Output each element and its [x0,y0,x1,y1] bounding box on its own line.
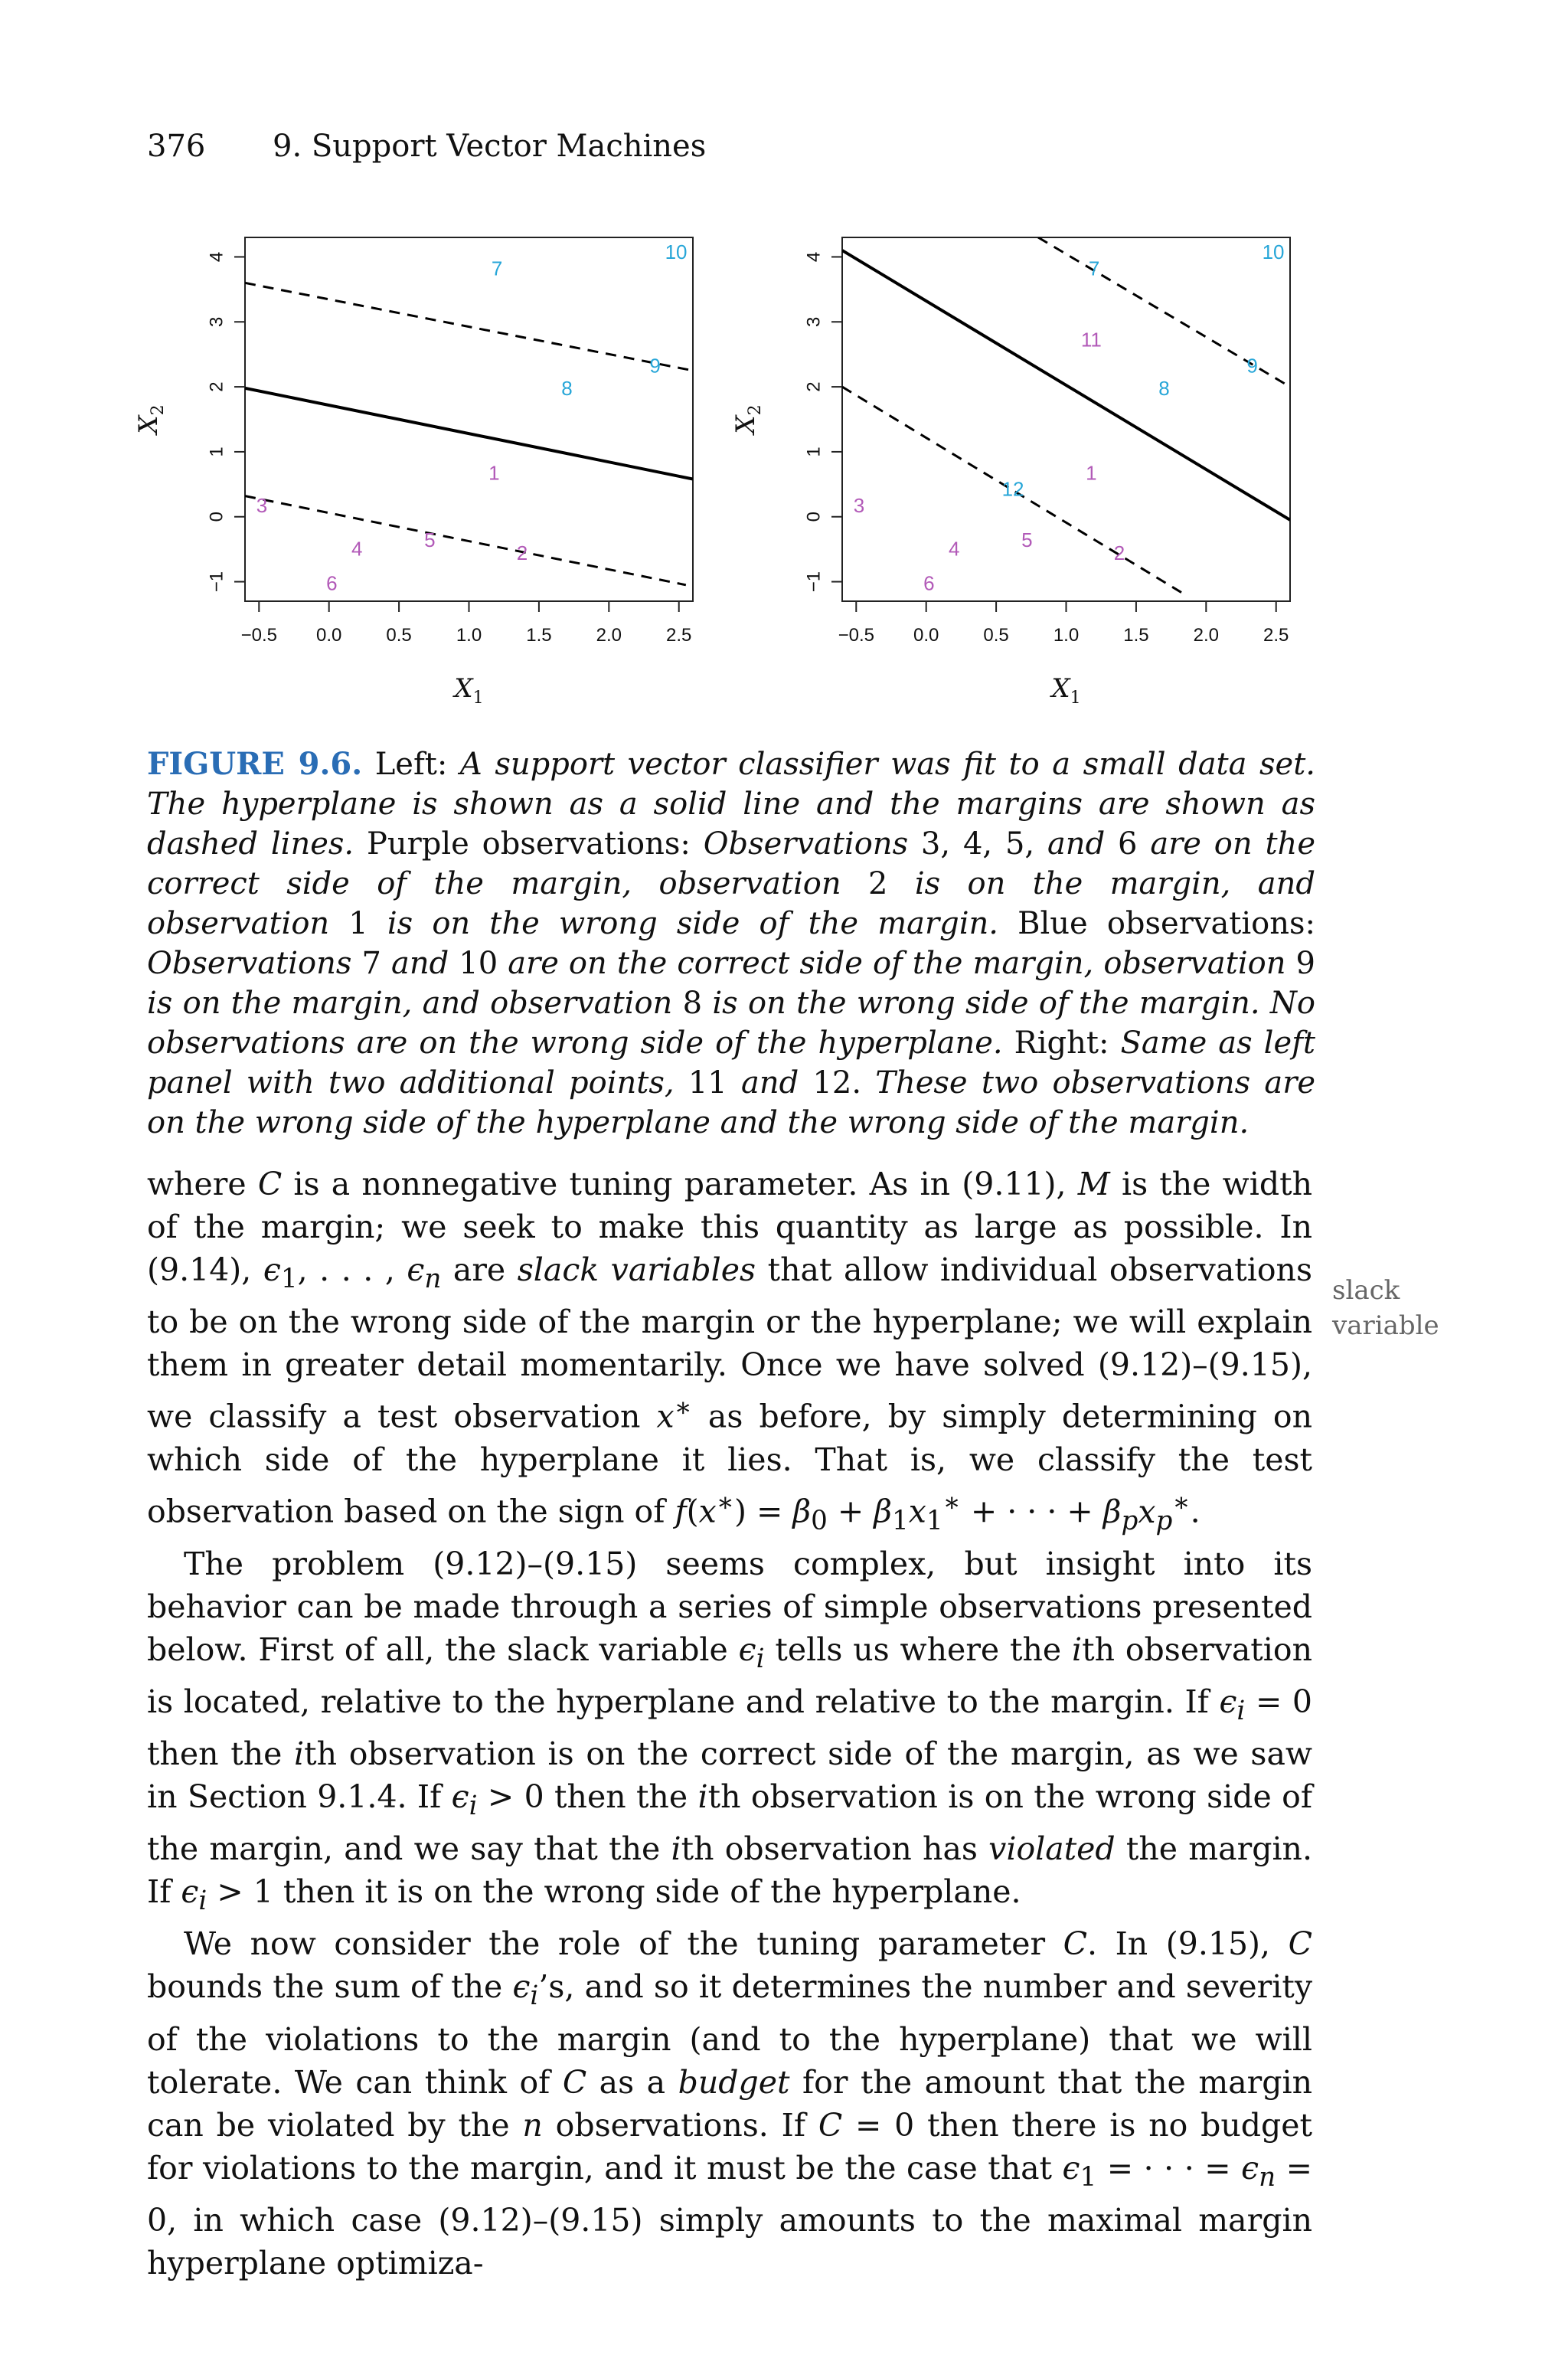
left-ylabel: $X_2$ [133,404,168,434]
right-point-9: 9 [1246,354,1258,378]
left-xtick-label: 0.0 [316,625,342,646]
right-ylabel: $X_2$ [730,404,765,434]
left-point-1: 1 [488,461,500,485]
right-xtick-label: 1.5 [1123,625,1149,646]
right-point-3: 3 [853,493,865,517]
right-point-2: 2 [1113,541,1125,564]
right-ytick-label: 4 [803,251,825,263]
left-point-5: 5 [424,528,436,551]
right-lines [842,237,1290,595]
paragraph-2: The problem (9.12)–(9.15) seems complex, but insight into its behavior can be made through a series of simple observations presented below. First of all, the slack variable $\epsilon_i$ tells us where the ith observation is located, relative to the hyperplane and relative to the margin. If $\epsilon_i = 0$ then the ith observation is on the correct side of the margin, as we saw in Section 9.1.4. If $\epsilon_i > 0$ then the ith observation is on the wrong side of the margin, and we say that the ith observation has violated the margin. If $\epsilon_i > 1$ then it is on the wrong side of the hyperplane. [147,1545,1312,1917]
left-xtick-label: 2.5 [666,625,692,646]
right-point-5: 5 [1021,528,1033,551]
left-hyperplane-line [245,388,693,479]
left-ytick-label: 1 [206,446,227,457]
right-point-4: 4 [949,537,960,561]
left-point-9: 9 [649,354,661,378]
right-xtick-label: 2.0 [1193,625,1219,646]
right-point-12: 12 [1001,477,1024,501]
margin-note-line-2: variable [1332,1310,1439,1341]
left-ytick-label: 0 [206,512,227,522]
right-ytick-label: −1 [803,571,825,593]
left-ytick-label: 4 [206,251,227,263]
left-lines [245,283,693,584]
left-point-4: 4 [351,537,363,561]
right-hyperplane-line [842,250,1290,520]
figure-9-6 [122,222,720,728]
right-xtick-label: 0.0 [913,625,939,646]
right-xtick-label: 0.5 [983,625,1009,646]
right-point-10: 10 [1262,240,1285,264]
caption-text: Left: A support vector classifier was fit to a small data set. The hyperplane is shown as a solid line and the margins are shown as dashed lines. Purple observations: Observations 3, 4, 5, and 6 are on the correct side of the margin, observation 2 is on the margin, and observation 1 is on the wrong side of the margin. Blue observations: Observations 7 and 10 are on the correct side of the margin, observation 9 is on the margin, and observation 8 is on the wrong side of the margin. No observations are on the wrong side of the hyperplane. Right: Same as left panel with two additional points, 11 and 12. These two observations are on the wrong side of the hyperplane and the wrong side of the margin. [147,747,1316,1140]
page-header [147,129,706,164]
paragraph-1: where C is a nonnegative tuning parameter. As in (9.11), M is the width of the margin; we seek to make this quantity as large as possible. In (9.14), $\epsilon_1$, . . . , $\epsilon_n$ are slack variables that allow individual observations to be on the wrong side of the margin or the hyperplane; we will explain them in greater detail momentarily. Once we have solved (9.12)–(9.15), we classify a test observation x∗ as before, by simply determining on which side of the hyperplane it lies. That is, we classify the test observation based on the sign of $f(x^∗) = \beta_0 + \beta_1x_1^∗$ + · · · + $\beta_px_p^∗$. [147,1166,1313,1536]
left-xtick-label: 1.0 [456,625,482,646]
left-margin-line-2 [245,493,686,585]
left-point-7: 7 [491,257,503,280]
left-ytick-label: −1 [206,571,227,593]
left-point-3: 3 [256,493,268,517]
right-ytick-label: 3 [803,316,825,327]
right-panel-chart [720,222,1317,728]
figure-label: FIGURE 9.6. [147,746,363,782]
right-point-6: 6 [923,571,935,595]
left-point-10: 10 [665,240,688,264]
right-ytick-label: 1 [803,446,825,457]
left-point-2: 2 [516,541,528,564]
left-xtick-label: −0.5 [240,625,277,646]
right-point-1: 1 [1086,461,1097,485]
left-xlabel: $X_1$ [454,673,484,708]
right-point-8: 8 [1158,377,1170,401]
body-text [147,1163,1312,2285]
left-xtick-label: 0.5 [386,625,412,646]
page-number: 376 [147,129,206,164]
figure-caption [147,744,1315,1143]
margin-note [1332,1273,1439,1343]
left-point-6: 6 [326,571,338,595]
chapter-title: 9. Support Vector Machines [273,129,707,164]
left-xtick-label: 2.0 [596,625,622,646]
right-xtick-label: 1.0 [1053,625,1080,646]
margin-note-line-1: slack [1332,1275,1400,1306]
right-xtick-label: −0.5 [838,625,874,646]
right-ytick-label: 2 [803,381,825,392]
left-plot-frame [245,237,693,601]
right-xtick-label: 2.5 [1263,625,1289,646]
right-point-11: 11 [1080,328,1102,352]
figure-9-6-right [720,222,1317,728]
left-margin-line-1 [245,283,693,371]
left-ytick-label: 3 [206,316,227,327]
right-point-7: 7 [1088,257,1100,280]
right-xlabel: $X_1$ [1051,673,1081,708]
left-point-8: 8 [561,377,573,401]
paragraph-3: We now consider the role of the tuning parameter C. In (9.15), C bounds the sum of the $\epsilon_i’s$, and so it determines the number and severity of the violations to the margin (and to the hyperplane) that we will tolerate. We can think of C as a budget for the amount that the margin can be violated by the n observations. If C = 0 then there is no budget for violations to the margin, and it must be the case that $\epsilon_1$ = · · · = $\epsilon_n = 0$, in which case (9.12)–(9.15) simply amounts to the maximal margin hyperplane optimiza- [147,1925,1313,2282]
left-panel-chart [122,222,720,728]
right-ytick-label: 0 [803,512,825,522]
left-xtick-label: 1.5 [526,625,552,646]
left-ytick-label: 2 [206,381,227,392]
